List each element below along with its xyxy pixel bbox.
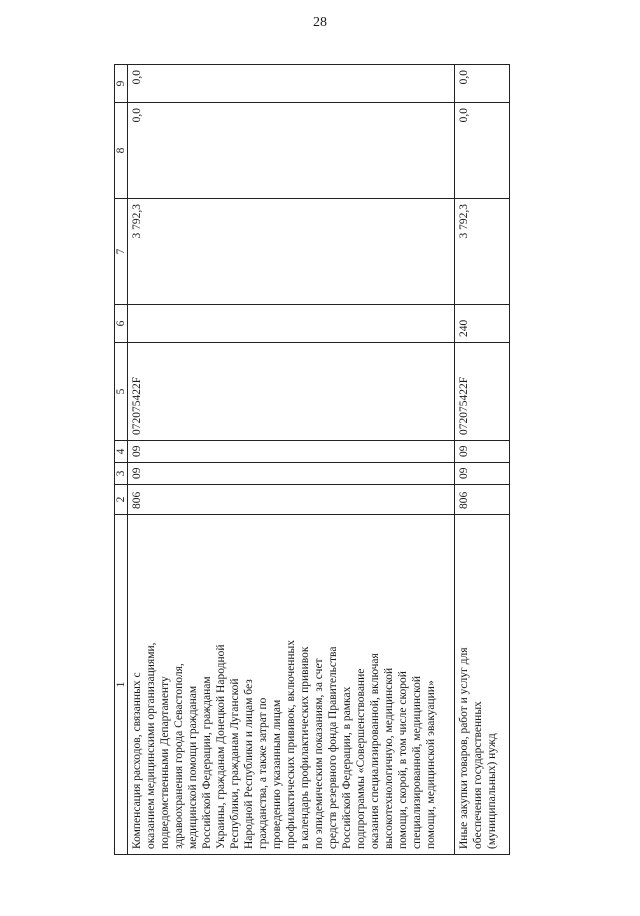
table-row	[455, 65, 510, 855]
amount-cell: 0,0	[128, 103, 455, 199]
code-cell: 09	[128, 463, 455, 485]
code-cell: 09	[128, 441, 455, 463]
header-cell: 8	[115, 103, 128, 199]
table-header-row	[115, 65, 128, 855]
code-cell: 240	[455, 305, 510, 343]
header-cell: 7	[115, 199, 128, 305]
code-cell: 072075422F	[455, 343, 510, 441]
header-cell: 4	[115, 441, 128, 463]
header-cell: 1	[115, 515, 128, 855]
budget-table	[114, 64, 510, 855]
code-cell: 072075422F	[128, 343, 455, 441]
row-name-cell: Компенсация расходов, связанных с оказанием медицинскими организациями, подведомственными Департаменту здравоохранения города Севастополя, медицинской помощи гражданам Российской Федерации, гражданам Украины, гражданам Донецкой Народной Республики, гражданам Луганской Народной Республики и лицам без гражданства, а также затрат по проведению указанным лицам профилактических прививок, включенных в календарь профилактических прививок по эпидемическим показаниям, за счет средств резервного фонда Правительства Российской Федерации, в рамках подпрограммы «Совершенствование оказания специализированной, включая высокотехнологичную, медицинской помощи, скорой, в том числе скорой специализированной, медицинской помощи, медицинской эвакуации»	[128, 515, 455, 855]
code-cell	[128, 305, 455, 343]
code-cell: 806	[455, 485, 510, 515]
code-cell: 09	[455, 463, 510, 485]
amount-cell: 3 792,3	[455, 199, 510, 305]
table-row	[128, 65, 455, 855]
code-cell: 09	[455, 441, 510, 463]
amount-cell: 0,0	[455, 65, 510, 103]
header-cell: 9	[115, 65, 128, 103]
header-cell: 2	[115, 485, 128, 515]
page-number: 28	[313, 15, 327, 30]
amount-cell: 0,0	[455, 103, 510, 199]
amount-cell: 0,0	[128, 65, 455, 103]
header-cell: 6	[115, 305, 128, 343]
header-cell: 3	[115, 463, 128, 485]
code-cell: 806	[128, 485, 455, 515]
rotated-table-wrapper	[114, 65, 498, 855]
header-cell: 5	[115, 343, 128, 441]
amount-cell: 3 792,3	[128, 199, 455, 305]
row-name-cell: Иные закупки товаров, работ и услуг для обеспечения государственных (муниципальных) нужд	[455, 515, 510, 855]
